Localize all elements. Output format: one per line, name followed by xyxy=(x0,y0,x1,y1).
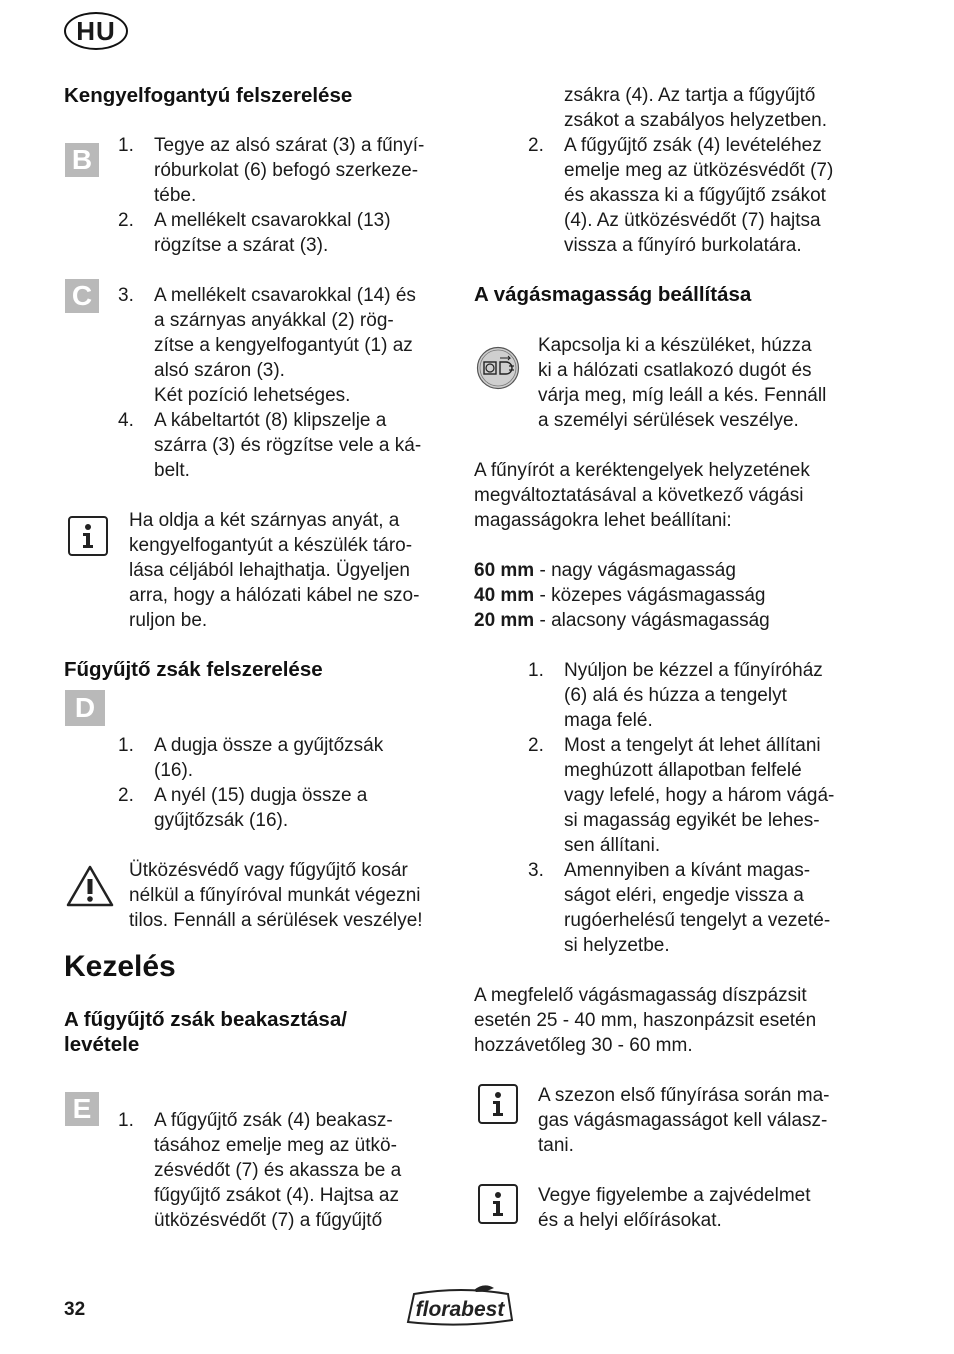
height-row xyxy=(474,608,874,633)
list-line: A nyél (15) dugja össze a xyxy=(154,785,368,806)
text-line: Kapcsolja ki a készüléket, húzza xyxy=(538,335,812,356)
list-line: sen állítani. xyxy=(564,835,661,856)
figure-marker-c: C xyxy=(65,279,99,313)
steps-list-e xyxy=(118,1108,454,1233)
list-line: A fűgyűjtő zsák (4) beakasz- xyxy=(154,1110,393,1131)
height-value: 20 mm xyxy=(474,610,535,631)
text-line: lása céljából lehajthatja. Ügyeljen xyxy=(129,560,410,581)
text-line: Vegye figyelembe a zajvédelmet xyxy=(538,1185,811,1206)
list-number: 1. xyxy=(118,735,134,756)
text-line: esetén 25 - 40 mm, haszonpázsit esetén xyxy=(474,1010,817,1031)
list-item xyxy=(118,783,454,833)
list-number: 3. xyxy=(528,860,544,881)
text-line: hozzávetőleg 30 - 60 mm. xyxy=(474,1035,693,1056)
list-item xyxy=(118,408,454,483)
list-line: Most a tengelyt át lehet állítani xyxy=(564,735,821,756)
list-line: A mellékelt csavarokkal (14) és xyxy=(154,285,416,306)
text-line: várja meg, míg leáll a kés. Fennáll xyxy=(538,385,827,406)
info-note-first-mow xyxy=(538,1083,868,1158)
list-line: Nyúljon be kézzel a fűnyíróház xyxy=(564,660,823,681)
unplug-warning-text xyxy=(538,333,868,433)
list-line: alsó száron (3). xyxy=(154,360,285,381)
steps-list-height xyxy=(528,658,864,958)
list-line: Tegye az alsó szárat (3) a fűnyí- xyxy=(154,135,425,156)
text-line: Ütközésvédő vagy fűgyűjtő kosár xyxy=(129,860,408,881)
list-number: 2. xyxy=(118,785,134,806)
brand-logo xyxy=(404,1284,518,1333)
text-line: zsákot a szabályos helyzetben. xyxy=(564,110,827,131)
figure-marker-b: B xyxy=(65,143,99,177)
text-line: Ha oldja a két szárnyas anyát, a xyxy=(129,510,400,531)
list-line: emelje meg az ütközésvédőt (7) xyxy=(564,160,834,181)
list-line: (16). xyxy=(154,760,194,781)
list-line: maga felé. xyxy=(564,710,653,731)
height-desc: - nagy vágásmagasság xyxy=(534,560,736,581)
info-note-handle xyxy=(129,508,459,633)
list-line: tébe. xyxy=(154,185,197,206)
list-line: si helyzetbe. xyxy=(564,935,670,956)
list-number: 2. xyxy=(528,735,544,756)
list-item xyxy=(528,858,864,958)
continued-text xyxy=(564,83,894,133)
list-line: A dugja össze a gyűjtőzsák xyxy=(154,735,384,756)
figure-marker-e: E xyxy=(65,1092,99,1126)
text-line: magasságokra lehet beállítani: xyxy=(474,510,732,531)
steps-list-remove xyxy=(528,133,894,258)
list-item xyxy=(118,283,454,408)
text-line: arra, hogy a hálózati kábel ne szo- xyxy=(129,585,420,606)
list-line: róburkolat (6) befogó szerkeze- xyxy=(154,160,419,181)
list-item xyxy=(118,208,454,258)
figure-marker-d: D xyxy=(65,690,105,726)
info-note-noise xyxy=(538,1183,868,1233)
height-desc: - alacsony vágásmagasság xyxy=(534,610,770,631)
list-line: gyűjtőzsák (16). xyxy=(154,810,289,831)
steps-list-b xyxy=(118,133,454,258)
list-line: és akassza ki a fűgyűjtő zsákot xyxy=(564,185,826,206)
height-row xyxy=(474,558,874,583)
list-item xyxy=(528,133,894,258)
text-line: kengyelfogantyút a készülék táro- xyxy=(129,535,413,556)
warning-icon xyxy=(66,864,114,913)
section-heading-hang xyxy=(64,1007,444,1057)
text-line: a személyi sérülések veszélye. xyxy=(538,410,799,431)
svg-text:florabest: florabest xyxy=(415,1298,505,1321)
height-values xyxy=(474,558,874,633)
height-row xyxy=(474,583,874,608)
height-value: 40 mm xyxy=(474,585,535,606)
height-advice xyxy=(474,983,874,1058)
list-line: ütközésvédőt (7) a fűgyűjtő xyxy=(154,1210,383,1231)
text-line: A fűnyírót a keréktengelyek helyzetének xyxy=(474,460,810,481)
unplug-icon xyxy=(476,346,520,395)
info-icon xyxy=(478,1084,518,1124)
list-line: ságot eléri, engedje vissza a xyxy=(564,885,804,906)
list-line: vissza a fűnyíró burkolatára. xyxy=(564,235,802,256)
list-line: zésvédőt (7) és akassza be a xyxy=(154,1160,402,1181)
list-number: 3. xyxy=(118,285,134,306)
height-value: 60 mm xyxy=(474,560,535,581)
list-line: A kábeltartót (8) klipszelje a xyxy=(154,410,387,431)
height-desc: - közepes vágásmagasság xyxy=(534,585,766,606)
list-line: A fűgyűjtő zsák (4) levételéhez xyxy=(564,135,822,156)
height-intro xyxy=(474,458,874,533)
text-line: gas vágásmagasságot kell válasz- xyxy=(538,1110,828,1131)
text-line: megváltoztatásával a következő vágási xyxy=(474,485,804,506)
list-line: fűgyűjtő zsákot (4). Hajtsa az xyxy=(154,1185,399,1206)
list-line: tásához emelje meg az ütkö- xyxy=(154,1135,397,1156)
steps-list-d xyxy=(118,733,454,833)
text-line: és a helyi előírásokat. xyxy=(538,1210,722,1231)
list-item xyxy=(118,133,454,208)
section-heading-height: A vágásmagasság beállítása xyxy=(474,283,752,306)
list-item xyxy=(528,733,864,858)
list-item xyxy=(528,658,864,733)
list-line: vagy lefelé, hogy a három vágá- xyxy=(564,785,835,806)
text-line: A fűgyűjtő zsák beakasztása/ xyxy=(64,1008,347,1031)
list-line: (4). Az ütközésvédőt (7) hajtsa xyxy=(564,210,821,231)
steps-list-c xyxy=(118,283,454,483)
page-number: 32 xyxy=(64,1299,86,1320)
main-heading: Kezelés xyxy=(64,950,176,983)
list-line: rugóerhelésű tengelyt a vezeté- xyxy=(564,910,831,931)
list-line: (6) alá és húzza a tengelyt xyxy=(564,685,787,706)
list-line: meghúzott állapotban felfelé xyxy=(564,760,802,781)
text-line: A szezon első fűnyírása során ma- xyxy=(538,1085,830,1106)
text-line: ki a hálózati csatlakozó dugót és xyxy=(538,360,812,381)
warning-text xyxy=(129,858,459,933)
list-line: belt. xyxy=(154,460,190,481)
info-icon xyxy=(68,516,108,556)
list-line: Amennyiben a kívánt magas- xyxy=(564,860,811,881)
text-line: tani. xyxy=(538,1135,574,1156)
list-line: rögzítse a szárat (3). xyxy=(154,235,329,256)
info-icon xyxy=(478,1184,518,1224)
list-line: Két pozíció lehetséges. xyxy=(154,385,351,406)
text-line: ruljon be. xyxy=(129,610,208,631)
text-line: levétele xyxy=(64,1033,140,1056)
text-line: nélkül a fűnyíróval munkát végezni xyxy=(129,885,421,906)
text-line: A megfelelő vágásmagasság díszpázsit xyxy=(474,985,807,1006)
list-number: 2. xyxy=(118,210,134,231)
list-item xyxy=(118,733,454,783)
list-number: 4. xyxy=(118,410,134,431)
list-line: zítse a kengyelfogantyút (1) az xyxy=(154,335,413,356)
list-number: 1. xyxy=(118,135,134,156)
text-line: tilos. Fennáll a sérülések veszélye! xyxy=(129,910,423,931)
language-badge: HU xyxy=(64,12,128,50)
list-item xyxy=(118,1108,454,1233)
list-line: a szárnyas anyákkal (2) rög- xyxy=(154,310,394,331)
list-line: szárra (3) és rögzítse vele a ká- xyxy=(154,435,422,456)
section-heading-handle: Kengyelfogantyú felszerelése xyxy=(64,84,353,107)
list-number: 2. xyxy=(528,135,544,156)
list-line: A mellékelt csavarokkal (13) xyxy=(154,210,391,231)
list-line: si magasság egyikét be lehes- xyxy=(564,810,820,831)
section-heading-bag: Fűgyűjtő zsák felszerelése xyxy=(64,658,323,681)
list-number: 1. xyxy=(118,1110,134,1131)
text-line: zsákra (4). Az tartja a fűgyűjtő xyxy=(564,85,816,106)
list-number: 1. xyxy=(528,660,544,681)
